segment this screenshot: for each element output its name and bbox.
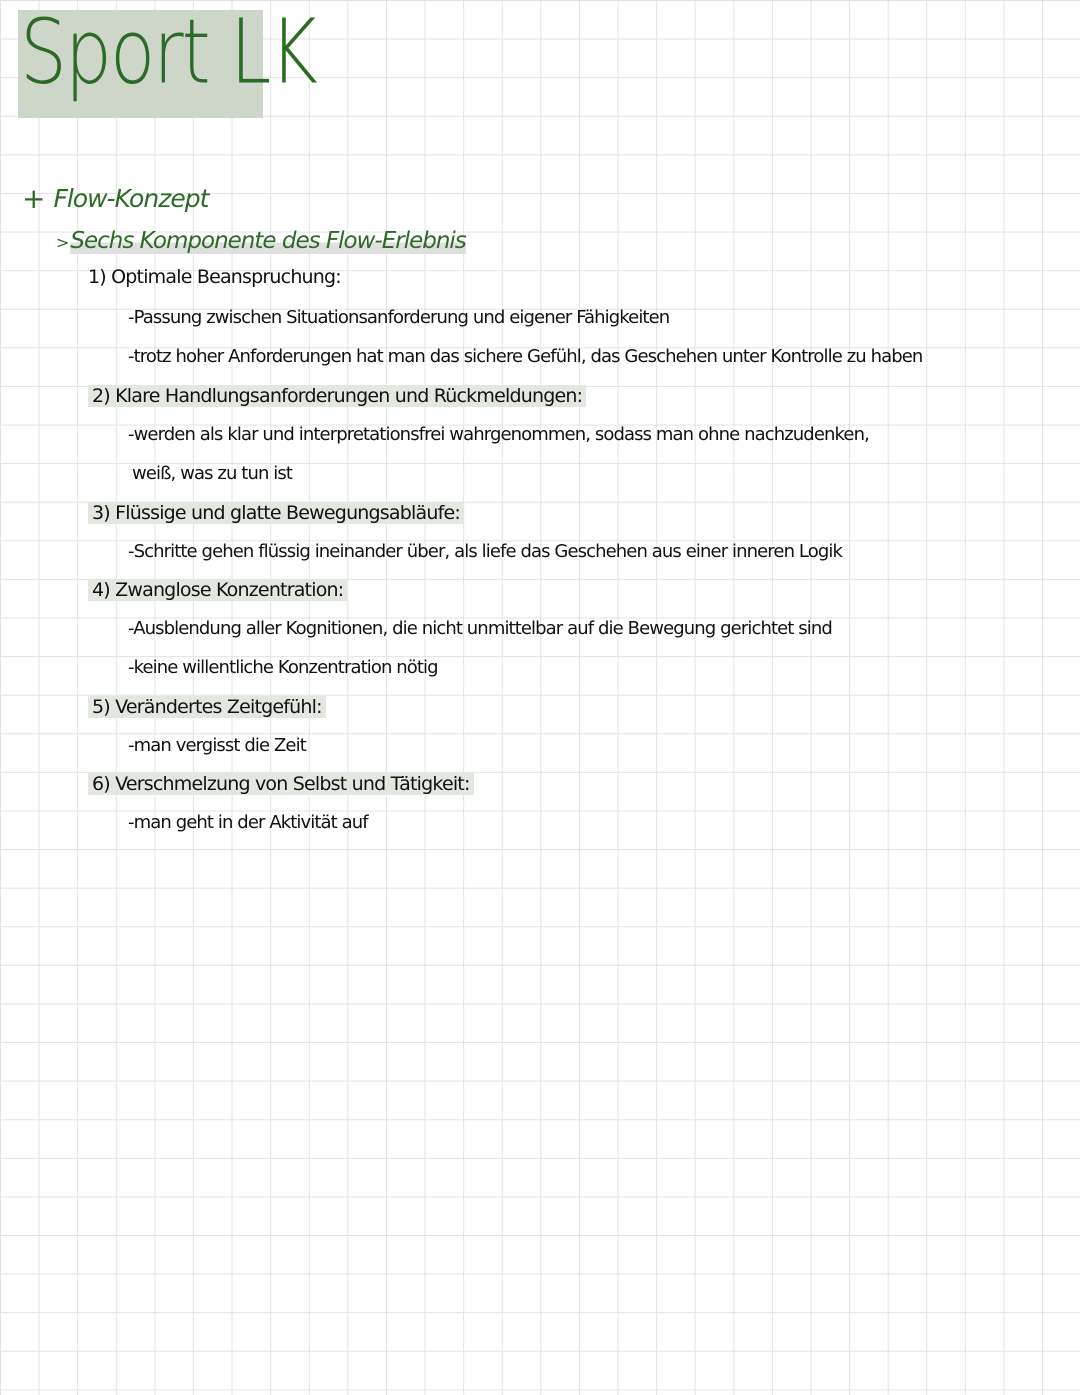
component-1-detail-1: -Passung zwischen Situationsanforderung und eigener Fähigkeiten [128, 307, 670, 328]
component-title-6 [88, 773, 474, 795]
component-4-detail-1: -Ausblendung aller Kognitionen, die nicht unmittelbar auf die Bewegung gerichtet sind [128, 618, 832, 639]
section-heading [22, 181, 209, 215]
component-3-detail-1: -Schritte gehen flüssig ineinander über, als liefe das Geschehen aus einer inneren Logik [128, 541, 842, 562]
page-title: Sport LK [20, 0, 316, 104]
component-title-5 [88, 696, 326, 718]
component-title-4-label: 4) Zwanglose Konzentration: [88, 579, 347, 601]
plus-icon: + [22, 181, 46, 215]
arrow-icon: > [56, 233, 69, 252]
component-1-detail-2: -trotz hoher Anforderungen hat man das sichere Gefühl, das Geschehen unter Kontrolle zu haben [128, 346, 923, 367]
component-6-detail-1: -man geht in der Aktivität auf [128, 812, 368, 833]
component-title-4 [88, 579, 347, 601]
section-heading-label: Flow-Konzept [53, 184, 209, 213]
component-title-2 [88, 385, 586, 407]
component-title-1-label: 1) Optimale Beanspruchung: [88, 266, 341, 288]
subheading-label: Sechs Komponente des Flow-Erlebnis [70, 228, 466, 254]
component-title-3-label: 3) Flüssige und glatte Bewegungsabläufe: [88, 502, 464, 524]
component-2-detail-1: -werden als klar und interpretationsfrei wahrgenommen, sodass man ohne nachzudenken, [128, 424, 869, 445]
component-title-3 [88, 502, 464, 524]
component-title-5-label: 5) Verändertes Zeitgefühl: [88, 696, 326, 718]
component-2-detail-2: weiß, was zu tun ist [132, 463, 293, 484]
component-5-detail-1: -man vergisst die Zeit [128, 735, 306, 756]
component-4-detail-2: -keine willentliche Konzentration nötig [128, 657, 438, 678]
subheading [56, 228, 466, 254]
component-title-2-label: 2) Klare Handlungsanforderungen und Rückmeldungen: [88, 385, 586, 407]
component-title-1 [88, 266, 341, 288]
component-title-6-label: 6) Verschmelzung von Selbst und Tätigkeit: [88, 773, 474, 795]
